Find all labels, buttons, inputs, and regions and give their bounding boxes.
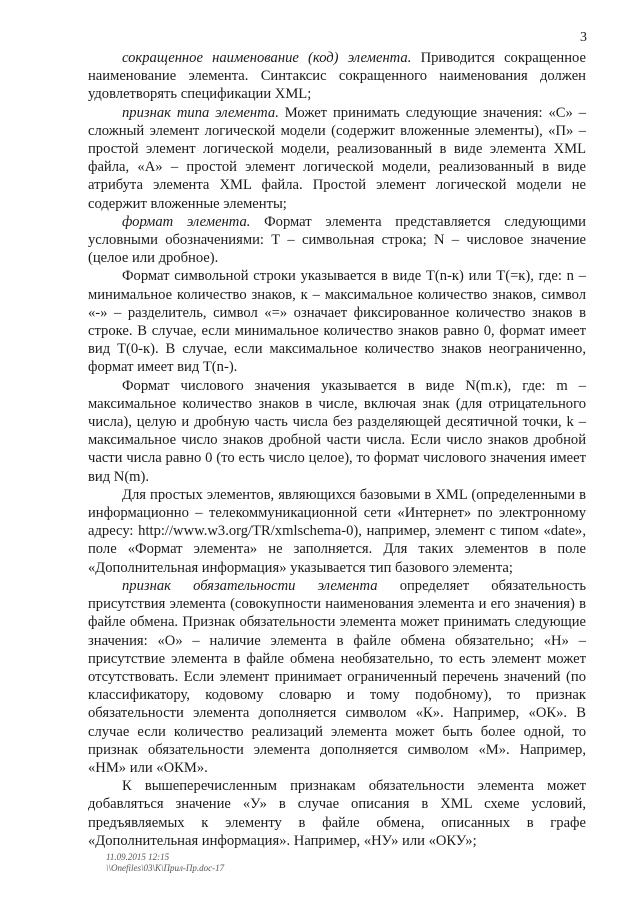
paragraph-string-format xyxy=(88,267,586,376)
paragraph-text: Может принимать следующие значения: «С» – сложный элемент логической модели (содержит вложенные элементы), «П» – простой элемент логической модели, реализованный в виде элемента XML файла, «А» – простой элемент логической модели, реализованный в виде атрибута элемента XML файла. Простой элемент логической модели не содержит вложенные элементы; xyxy=(88,104,586,212)
term-label: признак обязательности элемента xyxy=(122,577,378,594)
paragraph-text: определяет обязательность присутствия элемента (совокупности наименования элемента и его значения) в файле обмена. Признак обязательности элемента может принимать следующие значения: «О» – наличие элемента в файле обмена обязательно; «Н» – присутствие элемента в файле обмена необязательно, то есть элемент может отсутствовать. Если элемент принимает ограниченный перечень значений (по классификатору, кодовому словарю и тому подобному), то признак обязательности элемента дополняется символом «К». Например, «ОК». В случае если количество реализаций элемента может быть более одной, то признак обязательности элемента дополняется символом «М». Например, «НМ» или «ОКМ». xyxy=(88,577,586,776)
paragraph-text: Для простых элементов, являющихся базовыми в XML (определенными в информационно – телекоммуникационной сети «Интернет» по электронному адресу: http://www.w3.org/TR/xmlschema-0), например, элемент с типом «date», поле «Формат элемента» не заполняется. Для таких элементов в поле «Дополнительная информация» указывается тип базового элемента; xyxy=(88,486,586,576)
paragraph-text: Формат символьной строки указывается в виде Т(n-к) или Т(=к), где: n – минимальное количество знаков, к – максимальное количество знаков, символ «-» – разделитель, символ «=» означает фиксированное количество знаков в строке. В случае, если минимальное количество знаков равно 0, формат имеет вид Т(0-к). В случае, если максимальное количество знаков неограниченно, формат имеет вид Т(n-). xyxy=(88,268,586,376)
term-label: формат элемента. xyxy=(122,213,251,230)
page-number: 3 xyxy=(580,30,587,45)
paragraph-number-format xyxy=(88,377,586,486)
paragraph-base-elements xyxy=(88,486,586,577)
print-footer xyxy=(106,852,224,874)
footer-timestamp: 11.09.2015 12:15 xyxy=(106,852,170,862)
term-label: признак типа элемента. xyxy=(122,104,279,121)
paragraph-text: К вышеперечисленным признакам обязательности элемента может добавляться значение «У» в случае описания в XML схеме условий, предъявляемых к элементу в файле обмена, описанных в графе «Дополнительная информация». Например, «НУ» или «ОКУ»; xyxy=(88,778,586,849)
document-body xyxy=(88,49,586,850)
paragraph-conditional-flag xyxy=(88,777,586,850)
paragraph-text: Формат числового значения указывается в виде N(m.к), где: m – максимальное количество знаков в числе, включая знак (для отрицательного числа), целую и дробную часть числа без разделяющей десятичной точки, k – максимальное число знаков дробной части числа. Если число знаков дробной части числа равно 0 (то есть число целое), то формат числового значения имеет вид N(m). xyxy=(88,377,586,485)
footer-file-path: \\Onefiles\03\К\Прил-Пр.doc-17 xyxy=(106,863,225,873)
paragraph-text: Приводится сокращенное наименование элемента. Синтаксис сокращенного наименования должен удовлетворять спецификации XML; xyxy=(88,50,586,103)
paragraph-text: Формат элемента представляется следующими условными обозначениями: Т – символьная строка; N – числовое значение (целое или дробное). xyxy=(88,213,586,267)
paragraph-required-flag xyxy=(88,577,586,777)
paragraph-short-name xyxy=(88,49,586,104)
paragraph-element-type xyxy=(88,104,586,213)
term-label: сокращенное наименование (код) элемента. xyxy=(122,50,412,66)
paragraph-element-format xyxy=(88,213,586,268)
